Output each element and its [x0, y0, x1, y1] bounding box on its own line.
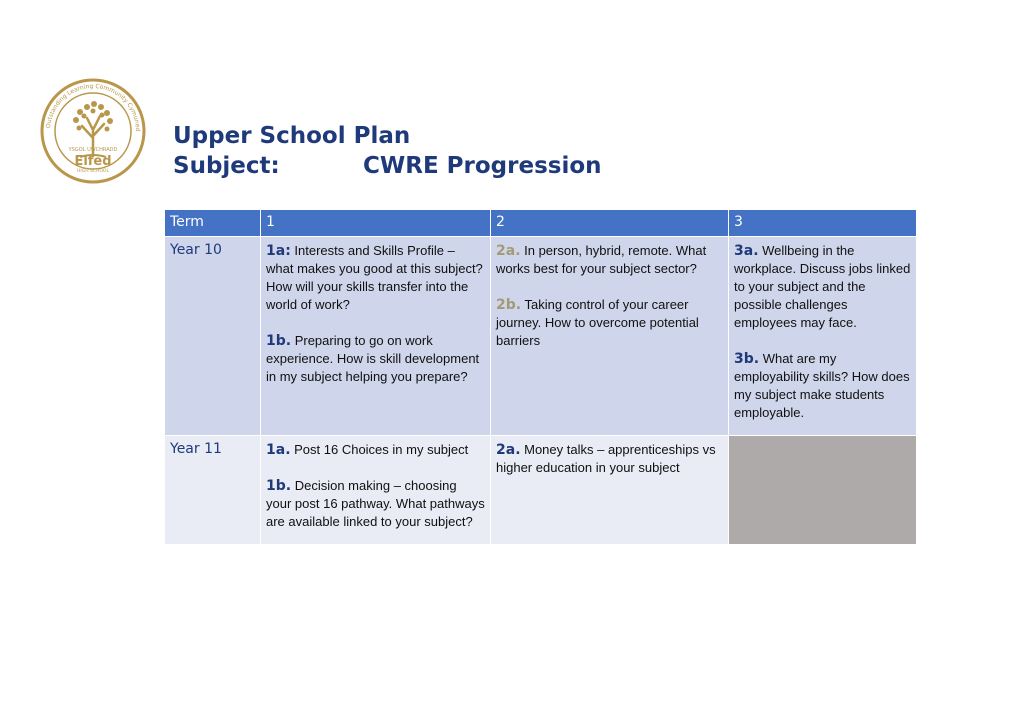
school-logo [40, 78, 146, 184]
term-cell: Year 11 [165, 436, 261, 545]
activity-text: Decision making – choosing your post 16 pathway. What pathways are available linked to your subject? [266, 478, 485, 529]
svg-text:HIGH SCHOOL: HIGH SCHOOL [77, 169, 109, 174]
svg-text:YSGOL UWCHRADD: YSGOL UWCHRADD [68, 147, 118, 153]
cell-year10-term3 [729, 237, 917, 436]
svg-text:Outstanding Learning Community: Outstanding Learning Community Cymuned [45, 82, 142, 132]
cell-year11-term3-empty [729, 436, 917, 545]
table-header-row [165, 210, 917, 237]
activity-text: What are my employability skills? How does my subject make students employable. [734, 351, 910, 420]
activity-text: In person, hybrid, remote. What works best for your subject sector? [496, 243, 707, 276]
cell-year10-term1 [261, 237, 491, 436]
activity-code: 2b. [496, 297, 522, 313]
cell-year11-term1 [261, 436, 491, 545]
activity-item [496, 242, 723, 278]
header-term-1: 1 [261, 210, 491, 237]
activity-item [266, 242, 485, 314]
table-row-year11 [165, 436, 917, 545]
header-term-2: 2 [491, 210, 729, 237]
activity-code: 1a: [266, 243, 291, 259]
svg-text:Elfed: Elfed [74, 154, 112, 169]
table-row-year10 [165, 237, 917, 436]
activity-code: 1a. [266, 442, 291, 458]
subject-value: CWRE Progression [363, 153, 602, 179]
activity-item [266, 332, 485, 386]
activity-code: 1b. [266, 478, 292, 494]
activity-item [496, 441, 723, 477]
progression-table [164, 209, 917, 545]
activity-text: Post 16 Choices in my subject [290, 442, 469, 457]
header-term-3: 3 [729, 210, 917, 237]
activity-code: 2a. [496, 243, 521, 259]
activity-text: Money talks – apprenticeships vs higher education in your subject [496, 442, 716, 475]
activity-item [734, 242, 911, 332]
activity-item [734, 350, 911, 422]
activity-code: 3a. [734, 243, 759, 259]
subject-label: Subject: [173, 153, 280, 179]
activity-text: Wellbeing in the workplace. Discuss jobs linked to your subject and the possible challenges employees may face. [734, 243, 911, 330]
cell-year11-term2 [491, 436, 729, 545]
activity-text: Interests and Skills Profile – what makes you good at this subject? How will your skills transfer into the world of work? [266, 243, 483, 312]
activity-code: 3b. [734, 351, 760, 367]
activity-item [266, 441, 485, 459]
page-title [173, 121, 602, 181]
cell-year10-term2 [491, 237, 729, 436]
subject-line [173, 151, 602, 181]
activity-text: Taking control of your career journey. How to overcome potential barriers [496, 297, 699, 348]
plan-title: Upper School Plan [173, 123, 411, 149]
activity-item [266, 477, 485, 531]
activity-item [496, 296, 723, 350]
activity-code: 1b. [266, 333, 292, 349]
activity-code: 2a. [496, 442, 521, 458]
header-term: Term [165, 210, 261, 237]
term-cell: Year 10 [165, 237, 261, 436]
activity-text: Preparing to go on work experience. How is skill development in my subject helping you prepare? [266, 333, 480, 384]
